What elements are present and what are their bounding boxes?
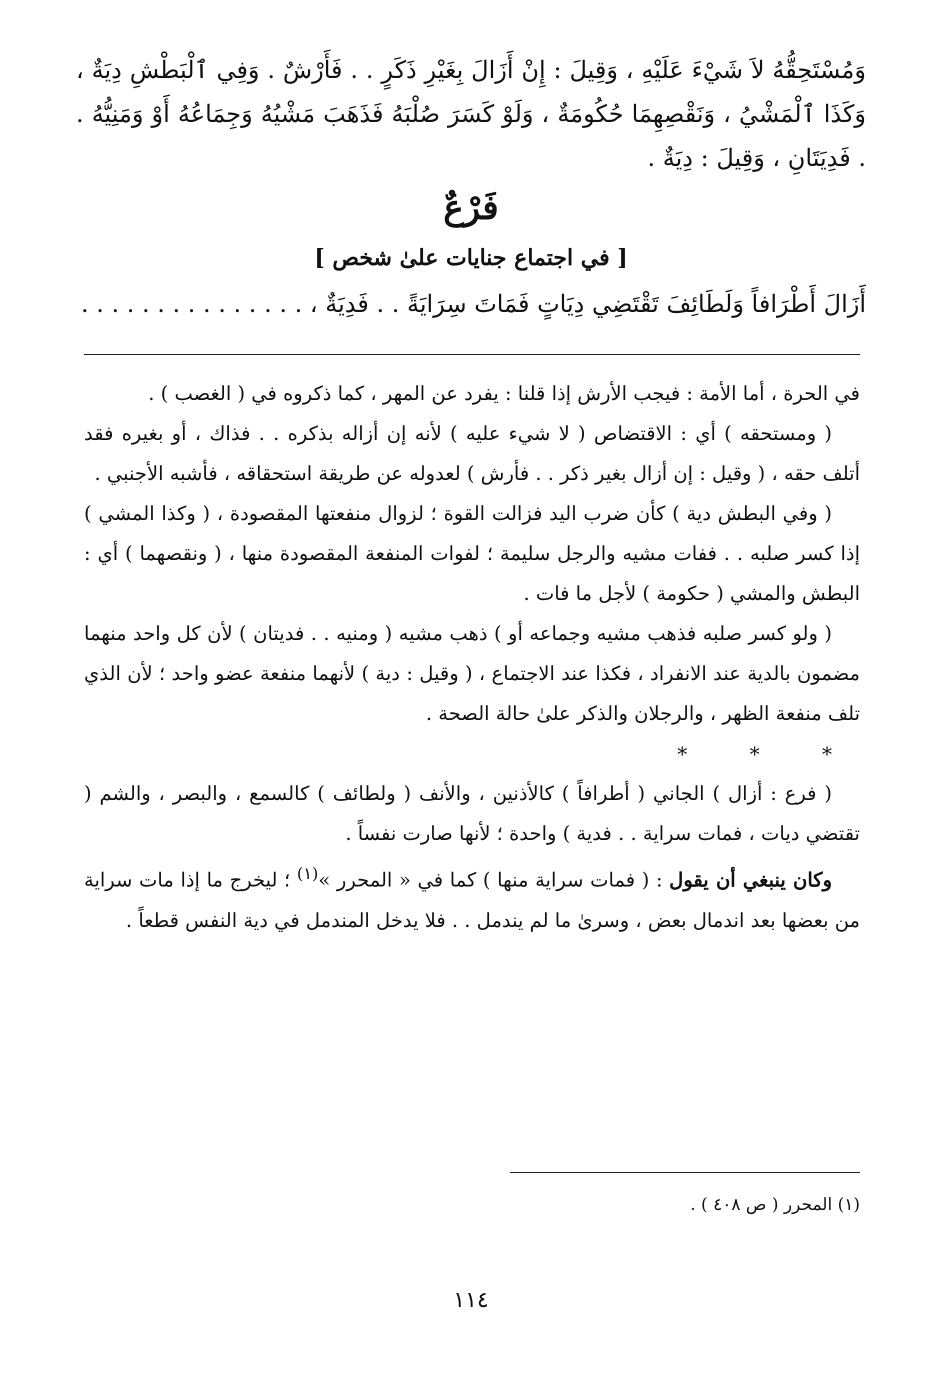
- commentary-paragraph-2: ( ومستحقه ) أي : الاقتضاص ( لا شيء عليه ) لأنه إن أزاله بذكره . . فذاك ، أو بغيره فقد أتلف حقه ، ( وقيل : إن أزال بغير ذكر . . فأرش ) لعدوله عن طريقة استحقاقه ، فأشبه الأجنبي .: [84, 422, 860, 485]
- matn-paragraph: وَمُسْتَحِقُّهُ لاَ شَيْءَ عَلَيْهِ ، وَقِيلَ : إِنْ أَزَالَ بِغَيْرِ ذَكَرٍ . . فَأَرْشٌ . وَفِي ٱلْبَطْشِ دِيَةٌ ، وَكَذَا ٱلْمَشْيُ ، وَنَقْصِهِمَا حُكُومَةٌ ، وَلَوْ كَسَرَ صُلْبَهُ فَذَهَبَ مَشْيُهُ وَجِمَاعُهُ أَوْ وَمَنِيُّهُ . . فَدِيَتَانِ ، وَقِيلَ : دِيَةٌ .: [76, 56, 867, 172]
- commentary-bold-phrase: وكان ينبغي أن يقول: [669, 868, 832, 892]
- footnote-reference[interactable]: (١): [296, 864, 319, 883]
- separator-rule: [84, 354, 860, 355]
- commentary-paragraph-5: ( فرع : أزال ) الجاني ( أطرافاً ) كالأذنين ، والأنف ( ولطائف ) كالسمع ، والبصر ، والشم ( تقتضي ديات ، فمات سراية . . فدية ) واحدة ؛ لأنها صارت نفساً .: [84, 782, 860, 845]
- commentary-paragraph-6: [84, 854, 860, 941]
- section-divider-stars: * * *: [677, 742, 860, 766]
- matn-line: [76, 282, 866, 326]
- commentary: [84, 374, 860, 941]
- section-title: فَرْعٌ: [443, 188, 499, 228]
- commentary-paragraph-4: ( ولو كسر صلبه فذهب مشيه وجماعه أو ) ذهب مشيه ( ومنيه . . فديتان ) لأن كل واحد منهما مضمون بالدية عند الانفراد ، فكذا عند الاجتماع ، ( وقيل : دية ) لأنهما منفعة عضو واحد ؛ لأن الذي تلف منفعة الظهر ، والرجلان والذكر علىٰ حالة الصحة .: [84, 622, 860, 725]
- matn-line-text: أَزَالَ أَطْرَافاً وَلَطَائِفَ تَقْتَضِي دِيَاتٍ فَمَاتَ سِرَايَةً . . فَدِيَةٌ ،: [309, 290, 866, 318]
- footnote: (١) المحرر ( ص ٤٠٨ ) .: [690, 1195, 860, 1215]
- commentary-text-b: ؛ ليخرج ما إذا مات سراية من بعضها بعد اندمال بعض ، وسرىٰ ما لم يندمل . . فلا يدخل المندمل في دية النفس قطعاً .: [84, 868, 860, 932]
- section-subtitle: [ في اجتماع جنايات علىٰ شخص ]: [314, 245, 628, 271]
- matn-line-dots: . . . . . . . . . . . . . . .: [80, 290, 303, 318]
- footnote-rule: [510, 1172, 860, 1173]
- commentary-paragraph-1: في الحرة ، أما الأمة : فيجب الأرش إذا قلنا : يفرد عن المهر ، كما ذكروه في ( الغصب ) .: [148, 382, 860, 405]
- page-number: ١١٤: [453, 1288, 489, 1313]
- commentary-paragraph-3: ( وفي البطش دية ) كأن ضرب اليد فزالت القوة ؛ لزوال منفعتها المقصودة ، ( وكذا المشي ) إذا كسر صلبه . . ففات مشيه والرجل سليمة ؛ لفوات المنفعة المقصودة منها ، ( ونقصهما ) أي : البطش والمشي ( حكومة ) لأجل ما فات .: [84, 502, 860, 605]
- commentary-text-a: : ( فمات سراية منها ) كما في « المحرر »: [318, 868, 670, 892]
